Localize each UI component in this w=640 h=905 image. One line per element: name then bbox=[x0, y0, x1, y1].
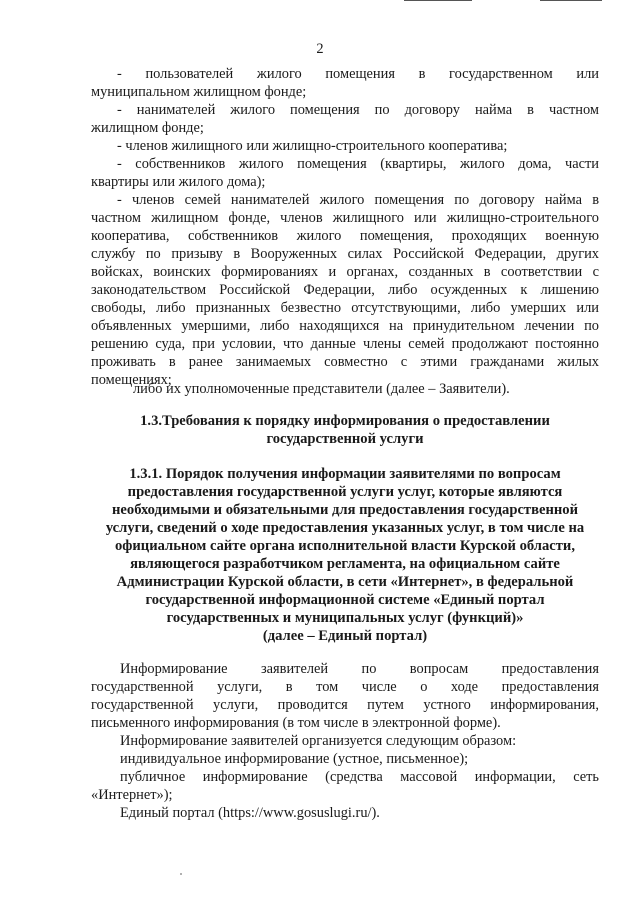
list-item-line: - нанимателей жилого помещения по договору найма в частном bbox=[117, 102, 599, 118]
section-heading-1-3-1: государственных и муниципальных услуг (функций)» bbox=[166, 610, 524, 626]
body-line: Информирование заявителей организуется следующим образом: bbox=[120, 733, 517, 749]
list-item-line: кооператива, собственников жилого помещения, проходящих военную bbox=[91, 228, 599, 244]
list-item-line: законодательством Российской Федерации, либо осужденных к лишению bbox=[91, 282, 599, 298]
list-item-line: объявленных умершими, либо находящихся на принудительном лечении по bbox=[91, 318, 599, 334]
body-line: Единый портал (https://www.gosuslugi.ru/). bbox=[120, 805, 380, 821]
list-item-line: - членов семей нанимателей жилого помещения по договору найма в bbox=[117, 192, 599, 208]
body-line: публичное информирование (средства массовой информации, сеть bbox=[120, 769, 599, 785]
section-heading-1-3-1: услуги, сведений о ходе предоставления указанных услуг, в том числе на bbox=[105, 520, 585, 536]
section-heading-1-3-1: предоставления государственной услуги услуг, которые являются bbox=[127, 484, 563, 500]
body-line: индивидуальное информирование (устное, письменное); bbox=[120, 751, 469, 767]
body-line: Информирование заявителей по вопросам предоставления bbox=[120, 661, 599, 677]
section-heading-1-3-1: (далее – Единый портал) bbox=[262, 628, 428, 644]
list-item-line: - пользователей жилого помещения в государственном или bbox=[117, 66, 599, 82]
body-line: государственной услуги, проводится путем устного информирования, bbox=[91, 697, 599, 713]
list-item-line: жилищном фонде; bbox=[91, 120, 204, 136]
list-item-line: муниципальном жилищном фонде; bbox=[91, 84, 307, 100]
list-item-line: квартиры или жилого дома); bbox=[91, 174, 266, 190]
body-line: государственной услуги, в том числе о ходе предоставления bbox=[91, 679, 599, 695]
section-heading-1-3-1: являющегося разработчиком регламента, на официальном сайте bbox=[130, 556, 560, 572]
list-item-line: - членов жилищного или жилищно-строительного кооператива; bbox=[117, 138, 508, 154]
list-item-line: службу по призыву в Вооруженных силах Российской Федерации, других bbox=[91, 246, 599, 262]
list-item-line: частном жилищном фонде, членов жилищного или жилищно-строительного bbox=[91, 210, 599, 226]
list-item-line: помещениях; bbox=[91, 372, 172, 388]
body-line: письменного информирования (в том числе в электронной форме). bbox=[91, 715, 501, 731]
section-heading-1-3-1: официальном сайте органа исполнительной власти Курской области, bbox=[114, 538, 575, 554]
section-heading-1-3-1: Администрации Курской области, в сети «Интернет», в федеральной bbox=[116, 574, 574, 590]
header-rule-left bbox=[404, 0, 472, 1]
section-heading-1-3-1: 1.3.1. Порядок получения информации заявителями по вопросам bbox=[129, 466, 561, 482]
section-heading-1-3-1: государственной информационной системе «Единый портал bbox=[145, 592, 545, 608]
header-rule-right bbox=[540, 0, 602, 1]
list-item-line: проживать в ранее занимаемых совместно с этими гражданами жилых bbox=[91, 354, 599, 370]
list-item-line: решению суда, при условии, что данные члены семей продолжают постоянно bbox=[91, 336, 599, 352]
page-number: 2 bbox=[316, 41, 324, 57]
scan-speck bbox=[180, 873, 182, 875]
section-heading-1-3: 1.3.Требования к порядку информирования о предоставлении bbox=[140, 413, 550, 429]
representatives-line: либо их уполномоченные представители (далее – Заявители). bbox=[133, 381, 510, 397]
section-heading-1-3: государственной услуги bbox=[266, 431, 424, 447]
body-line: «Интернет»); bbox=[91, 787, 173, 803]
list-item-line: - собственников жилого помещения (квартиры, жилого дома, части bbox=[117, 156, 599, 172]
list-item-line: войсках, воинских формированиях и органах, созданных в соответствии с bbox=[91, 264, 599, 280]
list-item-line: свободы, либо признанных безвестно отсутствующими, либо умерших или bbox=[91, 300, 599, 316]
section-heading-1-3-1: необходимыми и обязательными для предоставления государственной bbox=[112, 502, 578, 518]
